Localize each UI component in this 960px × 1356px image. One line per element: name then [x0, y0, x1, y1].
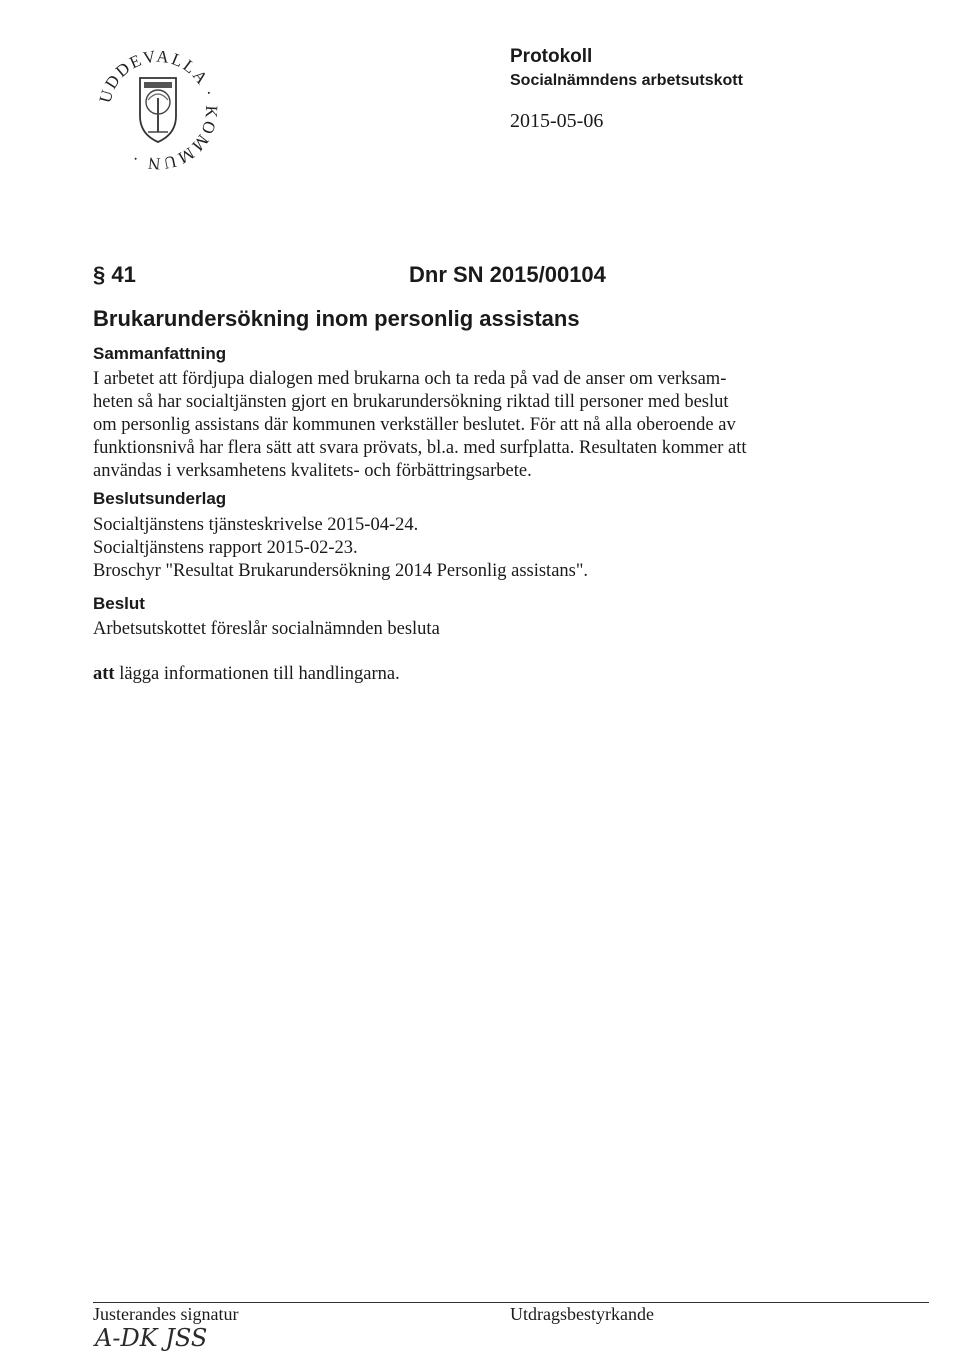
summary-line: I arbetet att fördjupa dialogen med brukarna och ta reda på vad de anser om verksam- [93, 369, 727, 389]
seal-text-path: UDDEVALLA · KOMMUN · [95, 46, 222, 174]
summary-line: användas i verksamhetens kvalitets- och förbättringsarbete. [93, 461, 532, 481]
decision-intro: Arbetsutskottet föreslår socialnämnden besluta [93, 619, 440, 639]
decision-keyword: att [93, 664, 115, 684]
document-type: Protokoll [510, 46, 593, 67]
basis-item: Socialtjänstens tjänsteskrivelse 2015-04-24. [93, 515, 419, 535]
summary-line: om personlig assistans där kommunen verkställer beslutet. För att nå alla oberoende av [93, 415, 736, 435]
summary-heading: Sammanfattning [93, 344, 227, 363]
decision-body: lägga informationen till handlingarna. [114, 664, 400, 684]
signature-label: Justerandes signatur [93, 1304, 239, 1324]
basis-heading: Beslutsunderlag [93, 489, 227, 508]
basis-list [93, 514, 588, 583]
municipal-coat-of-arms-icon [140, 78, 176, 142]
basis-item: Socialtjänstens rapport 2015-02-23. [93, 538, 358, 558]
basis-item: Broschyr "Resultat Brukarundersökning 2014 Personlig assistans". [93, 561, 589, 581]
municipal-seal [88, 38, 228, 178]
footer-divider [93, 1302, 929, 1303]
case-title: Brukarundersökning inom personlig assistans [93, 306, 580, 331]
decision-heading: Beslut [93, 594, 145, 613]
meeting-date: 2015-05-06 [510, 110, 604, 132]
decision-text [93, 663, 400, 686]
diary-number: Dnr SN 2015/00104 [409, 262, 606, 287]
committee-name: Socialnämndens arbetsutskott [510, 72, 743, 89]
paragraph-number: § 41 [93, 262, 136, 287]
summary-line: heten så har socialtjänsten gjort en brukarundersökning riktad till personer med beslut [93, 392, 729, 412]
handwritten-signatures [93, 1318, 293, 1354]
summary-line: funktionsnivå har flera sätt att svara prövats, bl.a. med surfplatta. Resultaten kommer att [93, 438, 747, 458]
signature-text: A-DK JSS [95, 1324, 208, 1352]
certification-label: Utdragsbestyrkande [510, 1304, 654, 1324]
summary-text [93, 368, 813, 483]
